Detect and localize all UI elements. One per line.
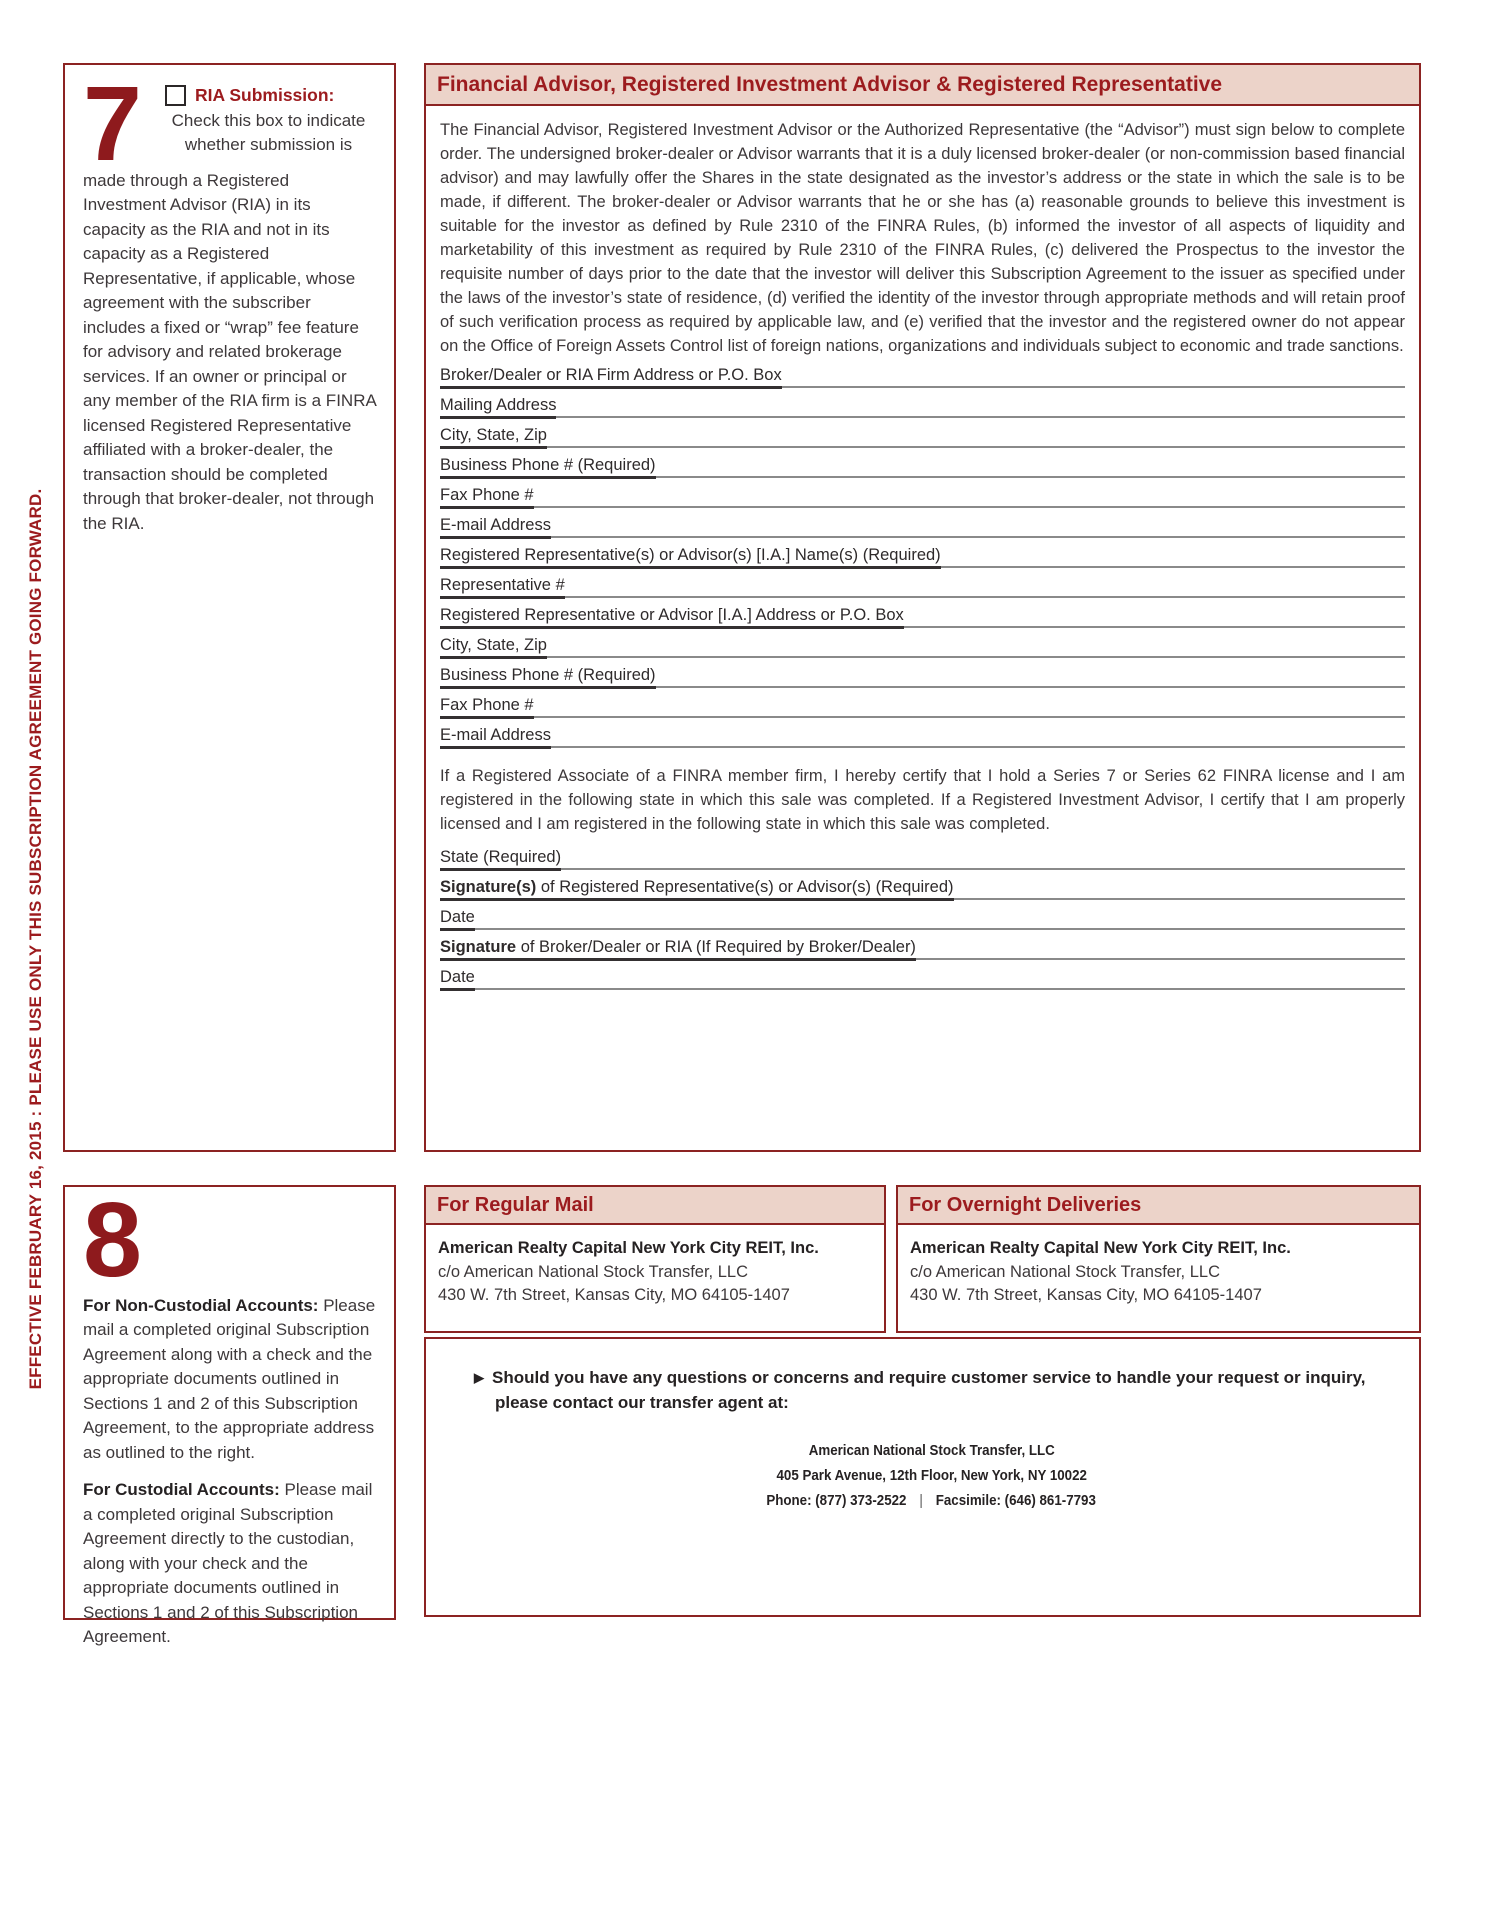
field-signature-registered-rep[interactable]: Signature(s) of Registered Representative(s) or Advisor(s) (Required) (440, 870, 1405, 900)
field-broker-dealer-firm-address[interactable]: Broker/Dealer or RIA Firm Address or P.O. Box (440, 358, 1405, 388)
overnight-deliveries-company: American Realty Capital New York City REIT, Inc. (910, 1239, 1291, 1257)
regular-mail-line2: c/o American National Stock Transfer, LLC (438, 1262, 748, 1281)
financial-advisor-panel-title: Financial Advisor, Registered Investment Advisor & Registered Representative (426, 65, 1419, 106)
overnight-deliveries-line3: 430 W. 7th Street, Kansas City, MO 64105-1407 (910, 1286, 1262, 1304)
overnight-deliveries-line2: c/o American National Stock Transfer, LLC (910, 1262, 1220, 1281)
customer-service-note (474, 1365, 1389, 1415)
overnight-deliveries-title: For Overnight Deliveries (898, 1187, 1419, 1225)
section-7-body-text: made through a Registered Investment Advisor (RIA) in its capacity as the RIA and not in its capacity as a Registered Representative, if applicable, whose agreement with the subscriber includes a fixed or “wrap” fee feature for advisory and related brokerage services. If an owner or principal or any member of the RIA firm is a FINRA licensed Registered Representative affiliated with a broker-dealer, the transaction should be completed through that broker-dealer, not through the RIA. (83, 170, 376, 533)
field-business-phone-2[interactable]: Business Phone # (Required) (440, 658, 1405, 688)
regular-mail-address (426, 1225, 884, 1308)
field-mailing-address[interactable]: Mailing Address (440, 388, 1405, 418)
overnight-deliveries-box (896, 1185, 1421, 1333)
field-registered-rep-address[interactable]: Registered Representative or Advisor [I.A.] Address or P.O. Box (440, 598, 1405, 628)
field-email-address-1[interactable]: E-mail Address (440, 508, 1405, 538)
field-representative-number[interactable]: Representative # (440, 568, 1405, 598)
field-city-state-zip-1[interactable]: City, State, Zip (440, 418, 1405, 448)
section-7-intro-text: Check this box to indicate whether submission is (171, 111, 366, 154)
customer-service-box (424, 1337, 1421, 1617)
customer-service-note-line2: please contact our transfer agent at: (495, 1393, 789, 1412)
section-7-header (83, 65, 376, 183)
section-7-ria-submission-box (63, 63, 396, 1152)
customer-service-note-line1: Should you have any questions or concerns and require customer service to handle your request or inquiry, (492, 1368, 1366, 1387)
field-signature-broker-dealer[interactable]: Signature of Broker/Dealer or RIA (If Required by Broker/Dealer) (440, 930, 1405, 960)
financial-advisor-panel (424, 63, 1421, 1152)
transfer-agent-address: 405 Park Avenue, 12th Floor, New York, NY 10022 (776, 1468, 1087, 1484)
section-8-number: 8 (83, 1181, 142, 1299)
overnight-deliveries-address (898, 1225, 1419, 1308)
field-date-1[interactable]: Date (440, 900, 1405, 930)
regular-mail-box (424, 1185, 886, 1333)
custodial-accounts-paragraph: For Custodial Accounts: Please mail a completed original Subscription Agreement directly to the custodian, along with your check and the appropriate documents outlined in Sections 1 and 2 of this Subscription Agreement. (83, 1480, 373, 1647)
advisor-intro-paragraph: The Financial Advisor, Registered Investment Advisor or the Authorized Representative (the “Advisor”) must sign below to complete order. The undersigned broker-dealer or Advisor warrants that it is a duly licensed broker-dealer (or non-commission based financial advisor) and may lawfully offer the Shares in the state designated as the investor’s address or the state in which the sale is to be made, if different. The broker-dealer or Advisor warrants that he or she has (a) reasonable grounds to believe this investment is suitable for the investor as defined by Rule 2310 of the FINRA Rules, (b) informed the investor of all aspects of liquidity and marketability of this investment as required by Rule 2310 of the FINRA Rules, (c) delivered the Prospectus to the investor the requisite number of days prior to the date that the investor will deliver this Subscription Agreement to the issuer as specified under the laws of the investor’s state of residence, (d) verified the identity of the investor through appropriate methods and will retain proof of such verification process as required by applicable law, and (e) verified that the investor and the registered owner do not appear on the Office of Foreign Assets Control list of foreign nations, organizations and individuals subject to economic and trade sanctions. (440, 121, 1405, 355)
field-email-address-2[interactable]: E-mail Address (440, 718, 1405, 748)
arrow-bullet-icon: ▶ (474, 1370, 484, 1385)
field-fax-phone-2[interactable]: Fax Phone # (440, 688, 1405, 718)
field-city-state-zip-2[interactable]: City, State, Zip (440, 628, 1405, 658)
effective-date-side-note: EFFECTIVE FEBRUARY 16, 2015 : PLEASE USE ONLY THIS SUBSCRIPTION AGREEMENT GOING FORWARD. (26, 488, 45, 1390)
section-7-number: 7 (83, 65, 142, 183)
transfer-agent-name: American National Stock Transfer, LLC (808, 1443, 1055, 1459)
section-8-mailing-instructions-box (63, 1181, 396, 1647)
field-business-phone-1[interactable]: Business Phone # (Required) (440, 448, 1405, 478)
transfer-agent-contact-block (474, 1439, 1389, 1514)
field-date-2[interactable]: Date (440, 960, 1405, 990)
transfer-agent-phone: Phone: (877) 373-2522 (766, 1493, 907, 1509)
regular-mail-line3: 430 W. 7th Street, Kansas City, MO 64105-1407 (438, 1286, 790, 1304)
field-fax-phone-1[interactable]: Fax Phone # (440, 478, 1405, 508)
finra-certification-paragraph: If a Registered Associate of a FINRA member firm, I hereby certify that I hold a Series 7 or Series 62 FINRA license and I am registered in the following state in which this sale was completed. If a Registered Investment Advisor, I certify that I am properly licensed and I am registered in the following state in which this sale was completed. (440, 767, 1405, 833)
ria-submission-checkbox[interactable] (165, 85, 186, 106)
financial-advisor-panel-body (426, 106, 1419, 990)
phone-fax-separator: | (919, 1493, 924, 1509)
non-custodial-accounts-paragraph: For Non-Custodial Accounts: Please mail a completed original Subscription Agreement along with a check and the appropriate documents outlined in Sections 1 and 2 of this Subscription Agreement, to the appropriate address as outlined to the right. (83, 1295, 376, 1462)
regular-mail-title: For Regular Mail (426, 1187, 884, 1225)
ria-submission-label: RIA Submission: (195, 85, 335, 105)
field-registered-rep-names[interactable]: Registered Representative(s) or Advisor(s) [I.A.] Name(s) (Required) (440, 538, 1405, 568)
field-state-required[interactable]: State (Required) (440, 840, 1405, 870)
regular-mail-company: American Realty Capital New York City REIT, Inc. (438, 1239, 819, 1257)
transfer-agent-fax: Facsimile: (646) 861-7793 (936, 1493, 1097, 1509)
